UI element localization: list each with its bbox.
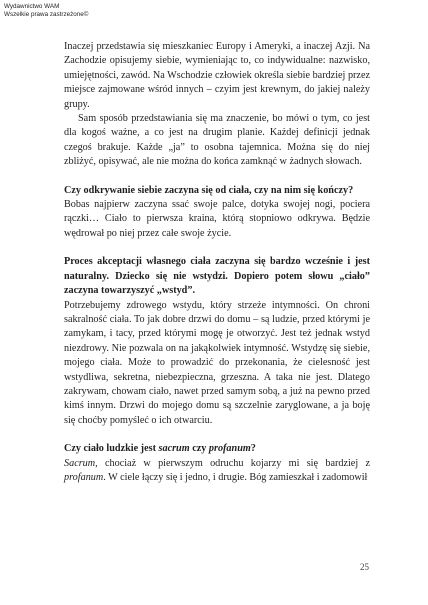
paragraph-4: Potrzebujemy zdrowego wstydu, który strzeże intymności. On chroni sakralność ciała. To jak dobre drzwi do domu – są ludzie, przed którymi je zamykam, i tacy, przed którymi mogę je otworzyć. Jest też jednak wstyd niezdrowy. Nie pozwala on na jakąkolwiek intymność. Wstydzę się siebie, mojego ciała. Może to prowadzić do przekonania, że cielesność jest wstydliwa, sekretna, niebezpieczna, grzeszna. A taka nie jest. Dlatego zakrywam, chowam ciało, nawet przed samym sobą, a już na pewno przed kimś innym. Drzwi do mojego domu są szczelnie zaryglowane, a ja boję się choćby pomyśleć o ich otwarciu. <box>64 299 370 426</box>
question-heading-3 <box>64 442 370 456</box>
page-number: 25 <box>360 562 369 572</box>
spacer <box>64 241 370 255</box>
paragraph-3: Bobas najpierw zaczyna ssać swoje palce, dotyka swojej nogi, pociera rączki… Ciało to pierwsza kraina, którą stopniowo odkrywa. Będzie wędrował po niej przez całe swoje życie. <box>64 199 370 239</box>
paragraph-5-text-b: , chociaż w pierwszym odruchu kojarzy mi się bardziej z <box>95 457 370 469</box>
question-3-profanum: profanum <box>208 443 251 455</box>
question-3-mark: ? <box>250 443 256 455</box>
paragraph-5-text-d: . W ciele łączy się i jedno, i drugie. Bóg zamieszkał i zadomowił <box>103 471 368 483</box>
paragraph-2: Sam sposób przedstawiania się ma znaczenie, bo mówi o tym, co jest dla kogoś ważne, a co jest na drugim planie. Każdej definicji jednak czegoś brakuje. Każde „ja” to osobna tajemnica. Można się do niej zbliżyć, opisywać, ale nie można do końca zamknąć w żadnych słowach. <box>64 113 370 168</box>
paragraph-5-profanum: profanum <box>64 471 104 483</box>
question-heading-1: Czy odkrywanie siebie zaczyna się od ciała, czy na nim się kończy? <box>64 184 354 196</box>
question-3-text-a: Czy ciało ludzkie jest <box>64 443 159 455</box>
spacer <box>64 428 370 442</box>
paragraph-5-sacrum: Sacrum <box>64 457 96 469</box>
copyright-notice: Wszelkie prawa zastrzeżone© <box>4 11 89 18</box>
question-3-text-c: czy <box>189 443 209 455</box>
page-body <box>64 40 370 485</box>
publisher-name: Wydawnictwo WAM <box>4 3 60 10</box>
spacer <box>64 170 370 184</box>
paragraph-1: Inaczej przedstawia się mieszkaniec Europy i Ameryki, a inaczej Azji. Na Zachodzie opisujemy siebie, wymieniając to, co indywidualne: nazwisko, umiejętności, zawód. Na Wschodzie człowiek określa siebie bardziej przez miejsce zajmowane wśród innych – czyim jest krewnym, do jakiej należy grupy. <box>64 41 370 110</box>
paragraph-5 <box>64 457 370 486</box>
publisher-header <box>4 3 88 19</box>
question-3-sacrum: sacrum <box>158 443 190 455</box>
question-heading-2: Proces akceptacji własnego ciała zaczyna się bardzo wcześnie i jest naturalny. Dziecko się nie wstydzi. Dopiero potem słowu „ciało” zaczyna towarzyszyć „wstyd”. <box>64 256 370 297</box>
